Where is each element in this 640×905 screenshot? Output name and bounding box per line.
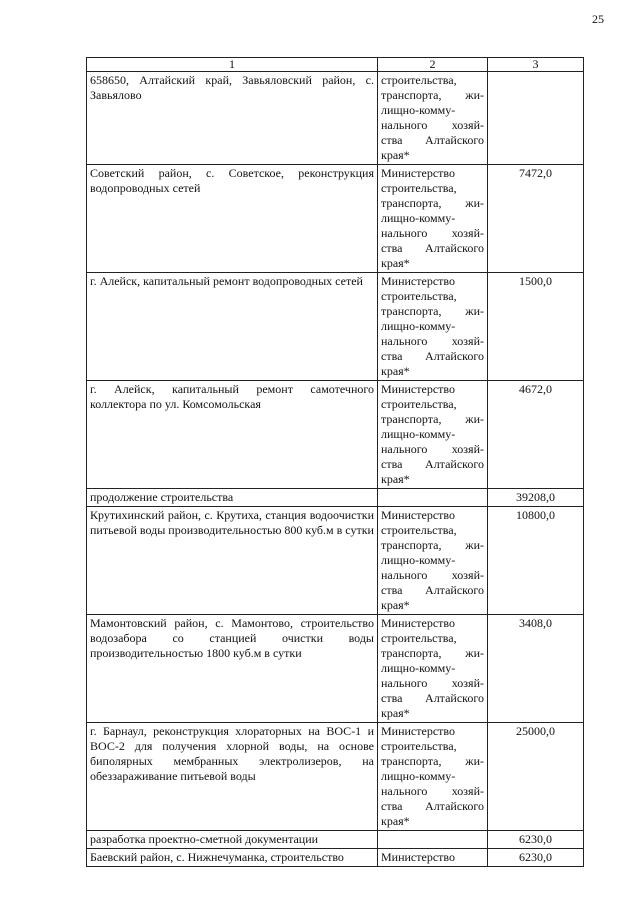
description-cell: Баевский район, с. Нижнечуманка, строительство [87, 849, 378, 867]
agency-line: края* [381, 148, 410, 162]
description-cell: Мамонтовский район, с. Мамонтово, строительство водозабора со станцией очистки воды производительностью 1800 куб.м в сутки [87, 615, 378, 723]
agency-line: Министерство [381, 274, 455, 288]
description-cell: Советский район, с. Советское, реконструкция водопроводных сетей [87, 165, 378, 273]
table-row [87, 381, 584, 489]
agency-line: нального хозяй- [381, 442, 484, 456]
description-cell: г. Барнаул, реконструкция хлораторных на ВОС-1 и ВОС-2 для получения хлорной воды, на основе биполярных мембранных электролизеров, на обеззараживание питьевой воды [87, 723, 378, 831]
amount-cell: 7472,0 [488, 165, 584, 273]
agency-line: транспорта, жи- [381, 646, 484, 660]
agency-cell [378, 72, 488, 165]
table-row [87, 489, 584, 507]
agency-line: нального хозяй- [381, 334, 484, 348]
agency-line: Министерство [381, 508, 455, 522]
page-number: 25 [592, 12, 604, 26]
amount-cell: 1500,0 [488, 273, 584, 381]
table-row [87, 72, 584, 165]
agency-cell [378, 723, 488, 831]
table-row [87, 831, 584, 849]
description-cell: разработка проектно-сметной документации [87, 831, 378, 849]
table-row [87, 507, 584, 615]
table-row [87, 723, 584, 831]
agency-line: Министерство [381, 382, 455, 396]
table-row [87, 615, 584, 723]
agency-cell [378, 507, 488, 615]
amount-cell: 25000,0 [488, 723, 584, 831]
agency-line: строительства, [381, 631, 457, 645]
table-row [87, 849, 584, 867]
agency-line: Министерство [381, 850, 455, 864]
budget-table [86, 57, 584, 867]
agency-line: нального хозяй- [381, 676, 484, 690]
table-header-row [87, 58, 584, 72]
agency-cell [378, 381, 488, 489]
agency-line: лищно-комму- [381, 769, 456, 783]
agency-cell [378, 273, 488, 381]
agency-line: ства Алтайского [381, 349, 484, 363]
agency-line: Министерство [381, 166, 455, 180]
agency-line: края* [381, 598, 410, 612]
amount-cell: 6230,0 [488, 849, 584, 867]
agency-line: лищно-комму- [381, 661, 456, 675]
agency-line: нального хозяй- [381, 118, 484, 132]
agency-line: транспорта, жи- [381, 412, 484, 426]
agency-line: края* [381, 472, 410, 486]
table-row [87, 273, 584, 381]
agency-line: Министерство [381, 724, 455, 738]
agency-line: строительства, [381, 73, 457, 87]
agency-line: лищно-комму- [381, 553, 456, 567]
agency-line: транспорта, жи- [381, 88, 484, 102]
agency-line: ства Алтайского [381, 457, 484, 471]
agency-line: строительства, [381, 397, 457, 411]
description-cell: г. Алейск, капитальный ремонт водопроводных сетей [87, 273, 378, 381]
agency-line: ства Алтайского [381, 799, 484, 813]
amount-cell: 39208,0 [488, 489, 584, 507]
header-cell-3: 3 [488, 58, 584, 72]
agency-line: нального хозяй- [381, 568, 484, 582]
agency-line: транспорта, жи- [381, 538, 484, 552]
amount-cell: 4672,0 [488, 381, 584, 489]
agency-line: края* [381, 814, 410, 828]
amount-cell: 3408,0 [488, 615, 584, 723]
agency-line: строительства, [381, 523, 457, 537]
description-cell: г. Алейск, капитальный ремонт самотечного коллектора по ул. Комсомольская [87, 381, 378, 489]
agency-line: Министерство [381, 616, 455, 630]
agency-line: лищно-комму- [381, 211, 456, 225]
agency-line: строительства, [381, 289, 457, 303]
amount-cell: 10800,0 [488, 507, 584, 615]
amount-cell [488, 72, 584, 165]
agency-line: ства Алтайского [381, 583, 484, 597]
agency-line: лищно-комму- [381, 319, 456, 333]
agency-cell [378, 165, 488, 273]
description-cell: 658650, Алтайский край, Завьяловский район, с. Завьялово [87, 72, 378, 165]
agency-line: лищно-комму- [381, 103, 456, 117]
agency-line: ства Алтайского [381, 241, 484, 255]
agency-line: края* [381, 706, 410, 720]
agency-line: строительства, [381, 739, 457, 753]
agency-line: края* [381, 256, 410, 270]
agency-line: транспорта, жи- [381, 754, 484, 768]
table-row [87, 165, 584, 273]
agency-line: нального хозяй- [381, 226, 484, 240]
description-cell: продолжение строительства [87, 489, 378, 507]
agency-line: нального хозяй- [381, 784, 484, 798]
agency-cell [378, 831, 488, 849]
agency-cell [378, 615, 488, 723]
agency-line: края* [381, 364, 410, 378]
agency-line: транспорта, жи- [381, 304, 484, 318]
header-cell-1: 1 [87, 58, 378, 72]
agency-line: ства Алтайского [381, 133, 484, 147]
agency-line: строительства, [381, 181, 457, 195]
amount-cell: 6230,0 [488, 831, 584, 849]
description-cell: Крутихинский район, с. Крутиха, станция водоочистки питьевой воды производительностью 800 куб.м в сутки [87, 507, 378, 615]
agency-line: ства Алтайского [381, 691, 484, 705]
agency-line: транспорта, жи- [381, 196, 484, 210]
agency-line: лищно-комму- [381, 427, 456, 441]
header-cell-2: 2 [378, 58, 488, 72]
agency-cell [378, 489, 488, 507]
agency-cell [378, 849, 488, 867]
